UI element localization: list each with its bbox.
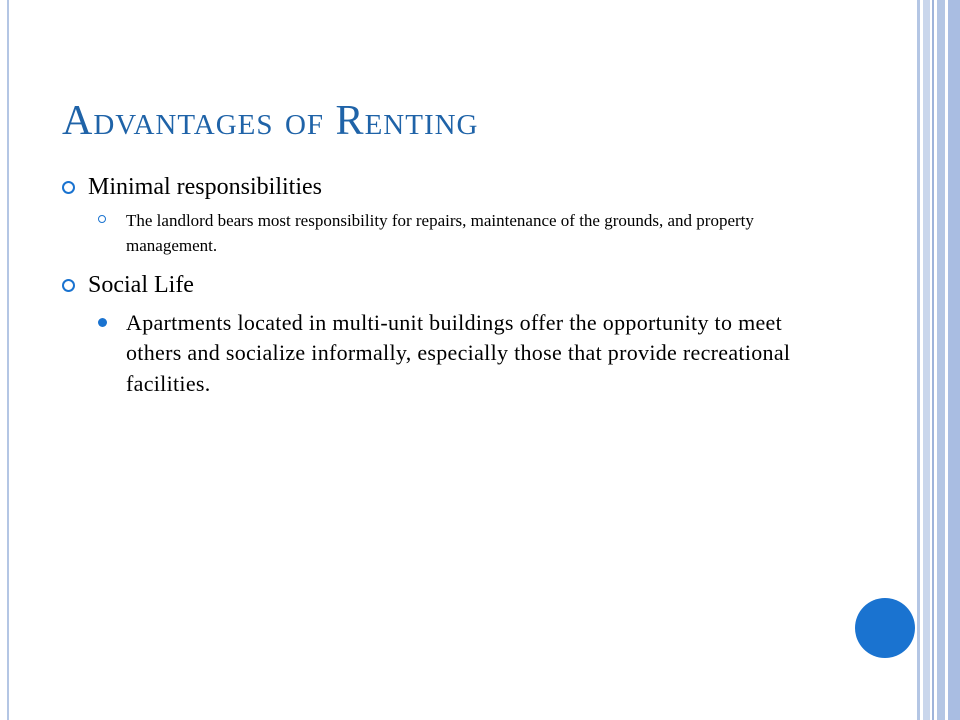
sub-bullet-2: [126, 308, 826, 400]
ring-bullet-icon: [62, 279, 75, 292]
sub-bullet-text: Apartments located in multi-unit buildings offer the opportunity to meet others and socialize informally, especially those that provide recreational facilities.: [126, 309, 791, 397]
right-stripe: [932, 0, 934, 720]
slide-title: Advantages of Renting: [62, 98, 479, 144]
right-stripe: [917, 0, 920, 720]
sub-bullet-1: [126, 209, 806, 258]
bullet-point-2: [60, 270, 840, 301]
ring-bullet-icon: [62, 181, 75, 194]
sub-bullet-text: The landlord bears most responsibility for repairs, maintenance of the grounds, and property management.: [126, 211, 754, 255]
right-stripe: [937, 0, 945, 720]
small-ring-bullet-icon: [98, 215, 106, 223]
decorative-circle-icon: [855, 598, 915, 658]
left-border: [7, 0, 9, 720]
bullet-point-1: [60, 172, 840, 203]
bullet-heading: Minimal responsibilities: [88, 174, 322, 200]
slide-content: [60, 172, 840, 400]
right-stripe: [923, 0, 930, 720]
dot-bullet-icon: [98, 318, 107, 327]
right-stripe: [948, 0, 960, 720]
bullet-heading: Social Life: [88, 272, 194, 299]
